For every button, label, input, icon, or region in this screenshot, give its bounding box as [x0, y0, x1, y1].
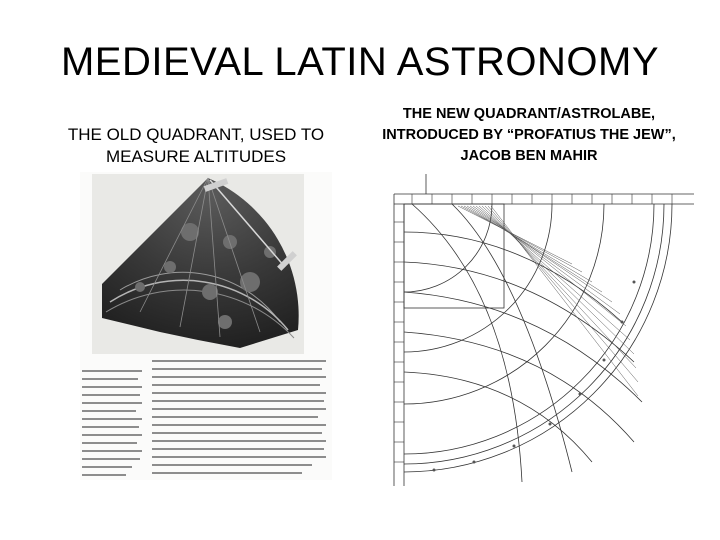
limb-arc-3 [404, 204, 672, 472]
new-quadrant-diagram [372, 172, 704, 488]
right-caption-line-3: JACOB BEN MAHIR [460, 148, 598, 164]
almucantar-1 [404, 232, 622, 322]
book-text-column-right [152, 360, 326, 474]
right-caption [368, 104, 690, 167]
almucantar-5 [404, 372, 592, 462]
shadow-square [404, 204, 504, 308]
left-caption-line-1: THE OLD QUADRANT, USED TO [67, 125, 325, 144]
star-rays [458, 206, 638, 396]
azimuth-curve-2 [452, 204, 572, 472]
outer-limb-arc [404, 204, 654, 454]
left-caption [40, 124, 352, 168]
slide-title: MEDIEVAL LATIN ASTRONOMY [60, 40, 660, 84]
new-quadrant-drawing [372, 172, 704, 488]
old-quadrant-photo [80, 172, 332, 480]
azimuth-curve-1 [412, 204, 522, 482]
right-caption-line-1: THE NEW QUADRANT/ASTROLABE, [402, 106, 656, 122]
tropic-arc [404, 204, 492, 292]
left-caption-line-2: MEASURE ALTITUDES [105, 147, 287, 166]
equator-arc [404, 204, 552, 352]
scale-ticks [394, 194, 672, 462]
book-text-column-left [82, 370, 142, 476]
almucantar-2 [404, 262, 634, 362]
right-caption-line-2: INTRODUCED BY “PROFATIUS THE JEW”, [382, 127, 676, 143]
limb-arc-2 [404, 204, 664, 464]
old-quadrant-page-scan [80, 172, 332, 480]
